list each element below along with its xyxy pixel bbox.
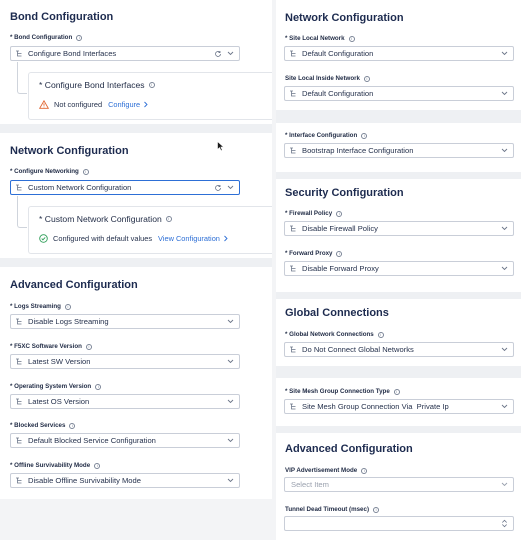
label-text: Global Network Connections (289, 331, 374, 338)
tree-select-icon (15, 50, 25, 58)
mouse-cursor-icon (217, 141, 225, 152)
select-value: Default Configuration (302, 89, 374, 98)
nested-title-text: Configure Bond Interfaces (44, 80, 145, 90)
info-icon[interactable]: i (336, 211, 342, 217)
offline-survivability-label (10, 462, 100, 469)
firewall-policy-label (285, 210, 342, 217)
stepper-icon[interactable] (499, 519, 509, 528)
select-value: Disable Offline Survivability Mode (28, 476, 141, 485)
configure-link[interactable] (108, 100, 149, 109)
info-icon[interactable]: i (394, 389, 400, 395)
bond-configuration-section (0, 0, 272, 124)
bond-configuration-label (10, 34, 82, 41)
select-value: Default Configuration (302, 49, 374, 58)
chevron-down-icon[interactable] (499, 482, 509, 487)
info-icon[interactable]: i (83, 169, 89, 175)
label-text: VIP Advertisement Mode (285, 467, 358, 474)
select-value: Configure Bond Interfaces (28, 49, 117, 58)
offline-survivability-select[interactable] (10, 473, 240, 488)
view-configuration-link[interactable] (158, 234, 229, 243)
label-text: Site Local Network (289, 35, 345, 42)
info-icon[interactable]: i (336, 251, 342, 257)
chevron-down-icon[interactable] (499, 51, 509, 56)
tree-select-icon (15, 477, 25, 485)
tree-select-icon (289, 147, 299, 155)
os-version-label (10, 383, 101, 390)
required-marker: * (10, 383, 13, 390)
tree-connector (17, 62, 27, 94)
site-local-network-label (285, 35, 355, 42)
firewall-policy-select[interactable] (284, 221, 514, 236)
bond-configuration-select[interactable] (10, 46, 240, 61)
check-circle-icon (39, 234, 48, 243)
blocked-services-select[interactable] (10, 433, 240, 448)
info-icon[interactable]: i (349, 36, 355, 42)
chevron-down-icon[interactable] (499, 404, 509, 409)
tree-select-icon (289, 346, 299, 354)
info-icon[interactable]: i (373, 507, 379, 513)
select-value: Latest OS Version (28, 397, 90, 406)
label-text: Tunnel Dead Timeout (msec) (285, 506, 370, 513)
chevron-down-icon[interactable] (499, 148, 509, 153)
info-icon[interactable]: i (361, 133, 367, 139)
label-text: F5XC Software Version (14, 343, 82, 350)
bond-status (39, 100, 149, 109)
section-divider (276, 426, 521, 433)
section-title: Bond Configuration (10, 11, 114, 23)
label-text: Offline Survivability Mode (14, 462, 91, 469)
info-icon[interactable]: i (364, 76, 370, 82)
label-text: Site Local Inside Network (285, 75, 360, 82)
forward-proxy-select[interactable] (284, 261, 514, 276)
info-icon[interactable]: i (378, 332, 384, 338)
chevron-down-icon[interactable] (225, 478, 235, 483)
site-local-network-select[interactable] (284, 46, 514, 61)
chevron-down-icon[interactable] (225, 319, 235, 324)
site-mesh-group-select[interactable] (284, 399, 514, 414)
label-text: Firewall Policy (289, 210, 333, 217)
tree-select-icon (289, 403, 299, 411)
section-title: Advanced Configuration (285, 443, 413, 455)
nested-title-text: Custom Network Configuration (44, 214, 162, 224)
link-label: Configure (108, 100, 141, 109)
section-title: Network Configuration (10, 145, 129, 157)
section-divider (276, 292, 521, 299)
section-title: Network Configuration (285, 12, 404, 24)
chevron-down-icon[interactable] (225, 359, 235, 364)
required-marker: * (285, 250, 288, 257)
chevron-right-icon (223, 235, 229, 242)
required-marker: * (285, 132, 288, 139)
select-value: Disable Logs Streaming (28, 317, 109, 326)
required-marker: * (10, 462, 13, 469)
nested-title (39, 80, 155, 90)
required-marker: * (10, 422, 13, 429)
section-divider (0, 124, 272, 133)
select-value: Latest SW Version (28, 357, 91, 366)
label-text: Forward Proxy (289, 250, 333, 257)
link-label: View Configuration (158, 234, 220, 243)
tree-select-icon (289, 265, 299, 273)
required-marker: * (39, 214, 43, 224)
tree-select-icon (15, 184, 25, 192)
select-value: Site Mesh Group Connection Via Private Ip (302, 402, 449, 411)
label-text: Blocked Services (14, 422, 66, 429)
tree-select-icon (289, 50, 299, 58)
chevron-down-icon[interactable] (225, 185, 235, 190)
info-icon[interactable]: i (95, 384, 101, 390)
label-text: Logs Streaming (14, 303, 61, 310)
global-network-connections-label (285, 331, 384, 338)
forward-proxy-label (285, 250, 342, 257)
software-version-select[interactable] (10, 354, 240, 369)
tree-select-icon (289, 90, 299, 98)
section-divider (276, 110, 521, 123)
required-marker: * (285, 388, 288, 395)
chevron-down-icon[interactable] (225, 51, 235, 56)
advanced-configuration-section (0, 267, 272, 499)
chevron-down-icon[interactable] (499, 226, 509, 231)
bond-nested-card (28, 72, 272, 120)
chevron-down-icon[interactable] (499, 266, 509, 271)
label-text: Site Mesh Group Connection Type (289, 388, 390, 395)
info-icon[interactable]: i (361, 468, 367, 474)
chevron-down-icon[interactable] (499, 91, 509, 96)
network-status (39, 234, 229, 243)
interface-configuration-label (285, 132, 367, 139)
select-value: Custom Network Configuration (28, 183, 132, 192)
required-marker: * (10, 303, 13, 310)
required-marker: * (10, 34, 13, 41)
warning-icon (39, 100, 49, 109)
info-icon[interactable]: i (86, 344, 92, 350)
site-local-inside-network-select[interactable] (284, 86, 514, 101)
tree-select-icon (289, 225, 299, 233)
info-icon[interactable]: i (69, 423, 75, 429)
info-icon[interactable]: i (76, 35, 82, 41)
label-text: Operating System Version (14, 383, 92, 390)
chevron-down-icon[interactable] (499, 347, 509, 352)
tree-select-icon (15, 358, 25, 366)
section-title: Global Connections (285, 307, 389, 319)
required-marker: * (10, 343, 13, 350)
configure-networking-label (10, 168, 89, 175)
chevron-down-icon[interactable] (225, 438, 235, 443)
info-icon[interactable]: i (166, 216, 172, 222)
section-divider (0, 258, 272, 267)
section-title: Security Configuration (285, 187, 404, 199)
blocked-services-label (10, 422, 75, 429)
select-value: Default Blocked Service Configuration (28, 436, 156, 445)
status-text: Not configured (54, 100, 103, 109)
site-mesh-group-label (285, 388, 400, 395)
section-divider (276, 366, 521, 378)
required-marker: * (10, 168, 13, 175)
tunnel-dead-timeout-input[interactable] (284, 516, 514, 531)
required-marker: * (285, 210, 288, 217)
interface-configuration-select[interactable] (284, 143, 514, 158)
refresh-icon[interactable] (213, 50, 223, 58)
network-nested-card (28, 206, 272, 254)
chevron-down-icon[interactable] (225, 399, 235, 404)
logs-streaming-label (10, 303, 71, 310)
configure-networking-select[interactable] (10, 180, 240, 195)
label-text: Bond Configuration (14, 34, 73, 41)
tree-select-icon (15, 437, 25, 445)
site-local-inside-network-label (285, 75, 370, 82)
required-marker: * (285, 331, 288, 338)
global-network-connections-select[interactable] (284, 342, 514, 357)
required-marker: * (285, 35, 288, 42)
info-icon[interactable]: i (149, 82, 155, 88)
info-icon[interactable]: i (94, 463, 100, 469)
tree-select-icon (15, 398, 25, 406)
status-text: Configured with default values (53, 234, 153, 243)
section-title: Advanced Configuration (10, 279, 138, 291)
tree-select-icon (15, 318, 25, 326)
tree-connector (17, 196, 27, 228)
refresh-icon[interactable] (213, 184, 223, 192)
network-configuration-section (0, 133, 272, 258)
chevron-right-icon (143, 101, 149, 108)
info-icon[interactable]: i (65, 304, 71, 310)
label-text: Configure Networking (14, 168, 79, 175)
section-divider (276, 172, 521, 179)
os-version-select[interactable] (10, 394, 240, 409)
vip-advertisement-mode-select[interactable] (284, 477, 514, 492)
vip-advertisement-mode-label (285, 467, 367, 474)
select-value: Disable Firewall Policy (302, 224, 378, 233)
nested-title (39, 214, 172, 224)
software-version-label (10, 343, 92, 350)
select-value: Do Not Connect Global Networks (302, 345, 414, 354)
select-placeholder: Select Item (291, 480, 329, 489)
select-value: Bootstrap Interface Configuration (302, 146, 414, 155)
logs-streaming-select[interactable] (10, 314, 240, 329)
label-text: Interface Configuration (289, 132, 358, 139)
tunnel-dead-timeout-label (285, 506, 379, 513)
required-marker: * (39, 80, 43, 90)
select-value: Disable Forward Proxy (302, 264, 379, 273)
